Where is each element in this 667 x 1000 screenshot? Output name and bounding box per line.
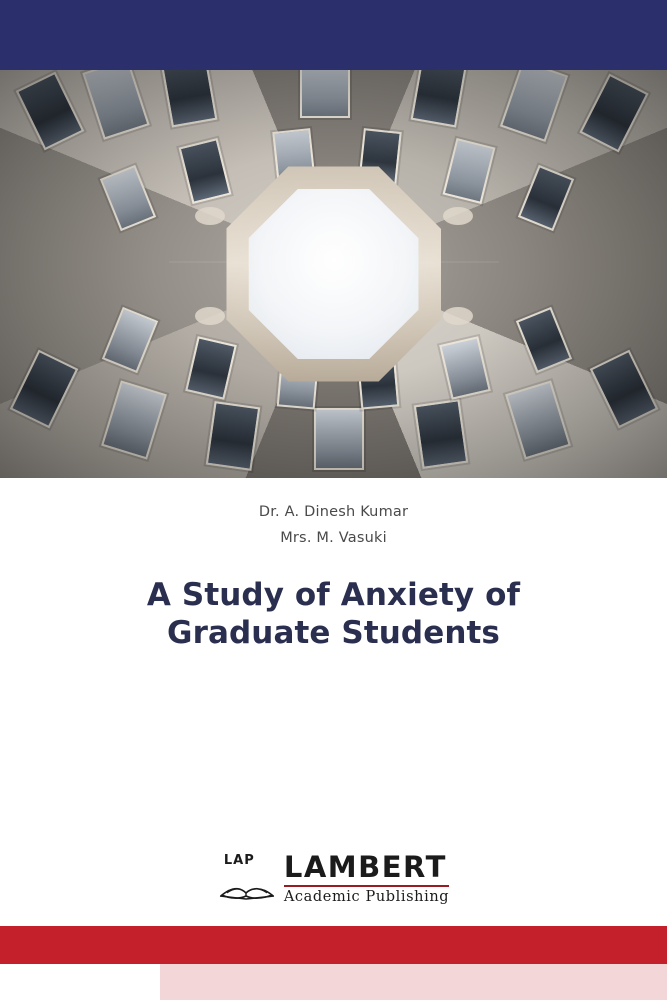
bottom-red-band <box>0 926 667 964</box>
publisher-logo <box>0 849 667 905</box>
footer-pink-block <box>160 964 667 1000</box>
photo-vignette <box>0 70 667 478</box>
author-list <box>48 504 619 546</box>
logo-mark <box>218 853 276 903</box>
author-name: Dr. A. Dinesh Kumar <box>258 504 409 520</box>
book-title <box>48 576 619 653</box>
cover-photo <box>0 70 667 478</box>
open-book-icon <box>218 869 276 903</box>
cover-text-area <box>0 478 667 926</box>
book-title-line: A Study of Anxiety of <box>146 577 521 613</box>
top-navy-band <box>0 0 667 70</box>
author-name: Mrs. M. Vasuki <box>280 530 387 546</box>
book-title-line: Graduate Students <box>167 615 500 652</box>
publisher-name: LAMBERT <box>283 849 447 884</box>
logo-group <box>218 849 450 905</box>
logo-mark-text: LAP <box>223 853 255 869</box>
footer-strip <box>0 964 667 1000</box>
logo-divider <box>284 885 449 887</box>
publisher-tagline: Academic Publishing <box>283 888 450 905</box>
logo-wordmark <box>283 849 450 905</box>
